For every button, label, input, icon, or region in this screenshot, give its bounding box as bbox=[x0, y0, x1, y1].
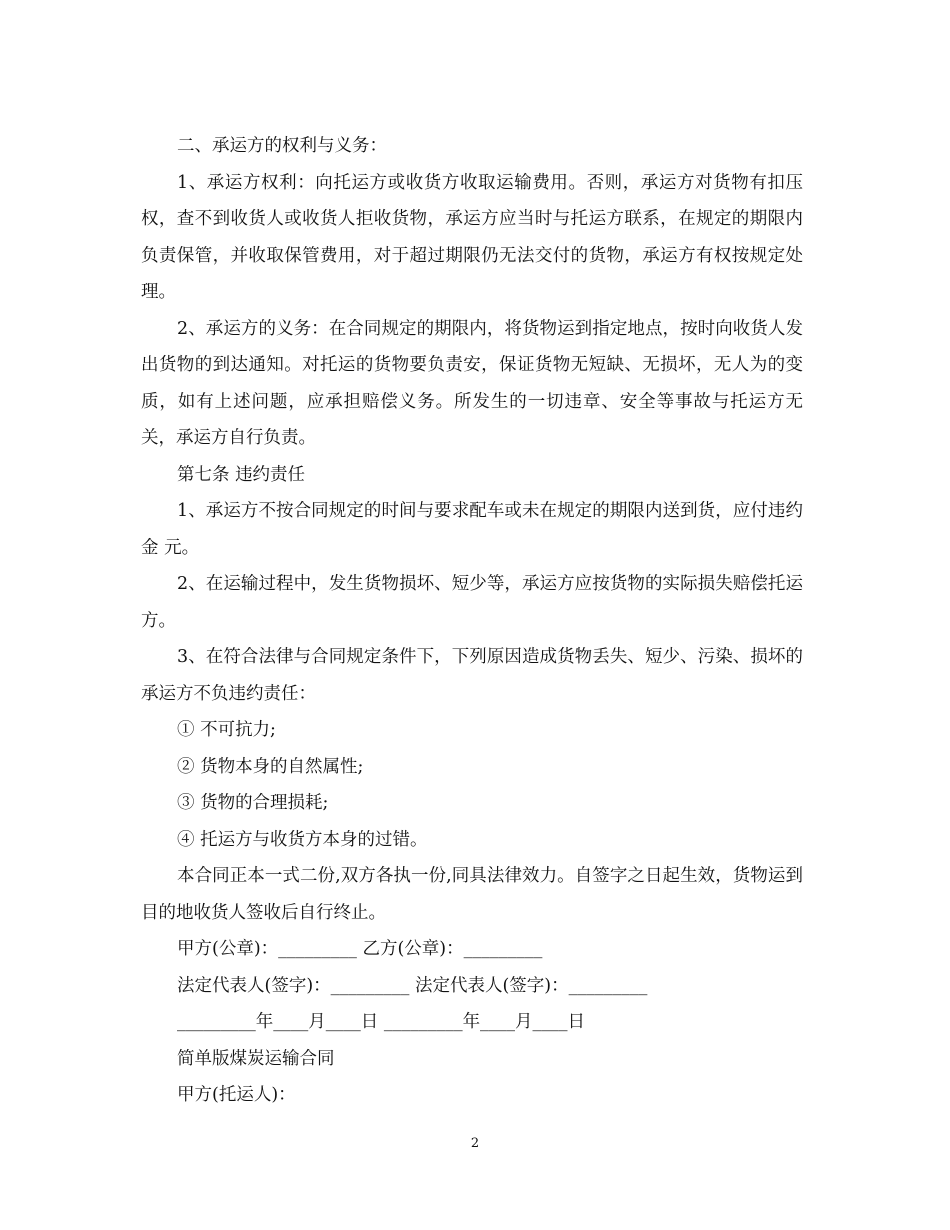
clause-carrier-obligations: 2、承运方的义务：在合同规定的期限内，将货物运到指定地点，按时向收货人发出货物的到达通知。对托运的货物要负责安，保证货物无短缺、无损坏，无人为的变质，如有上述问题，应承担赔偿义务。所发生的一切违章、安全等事故与托运方无关，承运方自行负责。 bbox=[141, 318, 803, 448]
document-body bbox=[141, 128, 803, 1114]
signature-representatives-line: 法定代表人(签字)：_________ 法定代表人(签字)：_________ bbox=[177, 975, 648, 996]
exemption-item-3: ③ 货物的合理损耗; bbox=[177, 793, 329, 813]
signature-date-line: _________年____月____日 _________年____月____日 bbox=[177, 1012, 586, 1032]
page-number: 2 bbox=[470, 1136, 480, 1151]
clause-exemptions: 3、在符合法律与合同规定条件下，下列原因造成货物丢失、短少、污染、损坏的承运方不负违约责任： bbox=[141, 647, 803, 704]
exemption-item-2: ② 货物本身的自然属性; bbox=[177, 756, 364, 777]
clause-damage-compensation: 2、在运输过程中，发生货物损坏、短少等，承运方应按货物的实际损失赔偿托运方。 bbox=[141, 574, 803, 631]
article-heading-liability: 第七条 违约责任 bbox=[177, 464, 306, 485]
next-contract-title: 简单版煤炭运输合同 bbox=[177, 1048, 335, 1069]
clause-carrier-rights: 1、承运方权利：向托运方或收货方收取运输费用。否则，承运方对货物有扣压权，查不到收货人或收货人拒收货物，承运方应当时与托运方联系，在规定的期限内负责保管，并收取保管费用，对于超过期限仍无法交付的货物，承运方有权按规定处理。 bbox=[141, 172, 803, 302]
clause-late-delivery: 1、承运方不按合同规定的时间与要求配车或未在规定的期限内送到货，应付违约金 元。 bbox=[141, 501, 803, 558]
exemption-item-1: ① 不可抗力; bbox=[177, 720, 276, 740]
section-heading-carrier-rights: 二、承运方的权利与义务： bbox=[177, 136, 387, 156]
signature-seals-line: 甲方(公章)：_________ 乙方(公章)：_________ bbox=[177, 939, 543, 959]
exemption-item-4: ④ 托运方与收货方本身的过错。 bbox=[177, 829, 428, 850]
party-a-consignor-label: 甲方(托运人)： bbox=[177, 1085, 296, 1105]
clause-validity: 本合同正本一式二份,双方各执一份,同具法律效力。自签字之日起生效，货物运到目的地收货人签收后自行终止。 bbox=[141, 866, 803, 923]
